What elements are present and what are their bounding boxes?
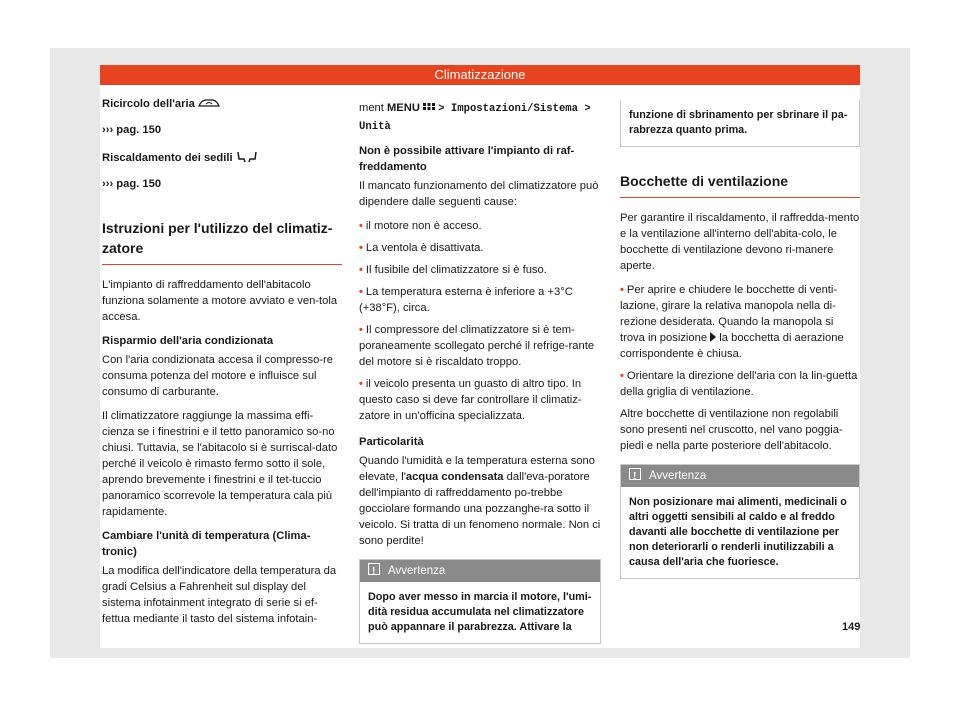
page-number: 149 (842, 621, 861, 633)
bullet-item: • il veicolo presenta un guasto di altro tipo. In questo caso si deve far controllare il climatiz-zatore in un'officina specializzata. (359, 378, 582, 422)
non-possibile-title: Non è possibile attivare l'impianto di raf-freddamento (359, 145, 575, 173)
bocchette-paragraph-1: Per garantire il riscaldamento, il raffredda-mento e la ventilazione all'interno dell'abita-colo, le bocchette di ventilazione devono ri-manere aperte. (620, 212, 860, 272)
bullet-item: • La temperatura esterna è inferiore a +3°C (+38°F), circa. (359, 286, 573, 314)
cambiare-paragraph: La modifica dell'indicatore della temperatura da gradi Celsius a Fahrenheit sul display del sistema infotainment integrato di serie si ef-fettua mediante il tasto del sistema infotain- (102, 565, 337, 625)
risparmio-paragraph-1: Con l'aria condizionata accesa il compresso-re consuma potenza del motore e influisce sul consumo di carburante. (102, 354, 333, 398)
warning-box (359, 559, 601, 644)
info-icon (629, 468, 641, 480)
cambiare-title: Cambiare l'unità di temperatura (Clima-tronic) (102, 530, 311, 558)
section-title-bocchette: Bocchette di ventilazione (620, 157, 860, 198)
closed-position-icon (710, 332, 716, 342)
warning-text: Dopo aver messo in marcia il motore, l'umi-dità residua accumulata nel climatizzatore può appannare il parabrezza. Attivare la (368, 591, 592, 633)
bocchette-paragraph-2: Altre bocchette di ventilazione non regolabili sono presenti nel cruscotto, nel vano poggia-piedi e nella parte posteriore dell'abitacolo. (620, 408, 843, 452)
ricircolo-line (102, 96, 342, 114)
column-middle (359, 100, 601, 644)
column-left (102, 96, 342, 635)
intro-paragraph: L'impianto di raffreddamento dell'abitacolo funziona solamente a motore avviato e ven-tola accesa. (102, 279, 338, 323)
menu-path: > Impostazioni/Sistema > Unità (359, 103, 591, 133)
non-possibile-paragraph: Il mancato funzionamento del climatizzatore può dipendere dalle seguenti cause: (359, 180, 599, 208)
riscaldamento-ref[interactable]: ››› pag. 150 (102, 178, 162, 190)
bullet-item: • il motore non è acceso. (359, 220, 482, 232)
warning-header: !Avvertenza (621, 465, 859, 487)
menu-grid-icon (423, 102, 435, 118)
risparmio-title: Risparmio dell'aria condizionata (102, 335, 274, 347)
particolarita-paragraph: Quando l'umidità e la temperatura esterna sono elevate, l'acqua condensata dall'eva-poratore dell'impianto di raffreddamento po-trebbe gocciolare formando una pozzanghe-ra sotto il veicolo. Si tratta di un fenomeno normale. Non ci sono perdite! (359, 455, 601, 547)
bullet-item: • Orientare la direzione dell'aria con la lin-guetta della griglia di ventilazione. (620, 370, 858, 398)
info-icon (368, 563, 380, 575)
risparmio-paragraph-2: Il climatizzatore raggiunge la massima effi-cienza se i finestrini e il tetto panoramico so-no chiusi. Tuttavia, se l'abitacolo si è surriscal-dato perché il veicolo è rimasto fermo sotto il sole, aprendo brevemente i finestrini e il tet-tuccio panoramico scorrevole la temperatura cala più rapidamente. (102, 410, 338, 518)
car-recirculation-icon (198, 97, 220, 114)
ricircolo-label: Ricircolo dell'aria (102, 98, 195, 110)
menu-label: MENU (386, 102, 420, 114)
section-title-istruzioni: Istruzioni per l'utilizzo del climatiz-zatore (102, 204, 342, 265)
warning-box-continued (620, 100, 860, 147)
bullet-item: • Il fusibile del climatizzatore si è fuso. (359, 264, 547, 276)
column-right (620, 100, 860, 579)
ricircolo-ref[interactable]: ››› pag. 150 (102, 124, 162, 136)
warning-text: Non posizionare mai alimenti, medicinali o altri oggetti sensibili al caldo e al freddo davanti alle bocchette di ventilazione per non deteriorarli o renderli inutilizzabili a causa dell'aria che fuoriesce. (629, 496, 847, 568)
bullet-item: • Per aprire e chiudere le bocchette di venti-lazione, girare la relativa manopola nella di-rezione desiderata. Quando la manopola si trova in posizione la bocchetta di aerazione corrispondente è chiusa. (620, 284, 844, 360)
seat-heating-icon (236, 151, 258, 168)
bullet-item: • La ventola è disattivata. (359, 242, 484, 254)
particolarita-title: Particolarità (359, 436, 424, 448)
warning-text-continued: funzione di sbrinamento per sbrinare il pa-rabrezza quanto prima. (629, 109, 848, 136)
warning-header: !Avvertenza (360, 560, 600, 582)
page-header: Climatizzazione (100, 65, 860, 85)
bullet-item: • Il compressore del climatizzatore si è tem-poraneamente scollegato perché il refrige-rante del motore si è riscaldato troppo. (359, 324, 595, 368)
menu-prefix: ment (359, 102, 384, 114)
riscaldamento-label: Riscaldamento dei sedili (102, 152, 233, 164)
riscaldamento-line (102, 150, 342, 168)
warning-box (620, 464, 860, 579)
menu-path-line (359, 100, 601, 135)
